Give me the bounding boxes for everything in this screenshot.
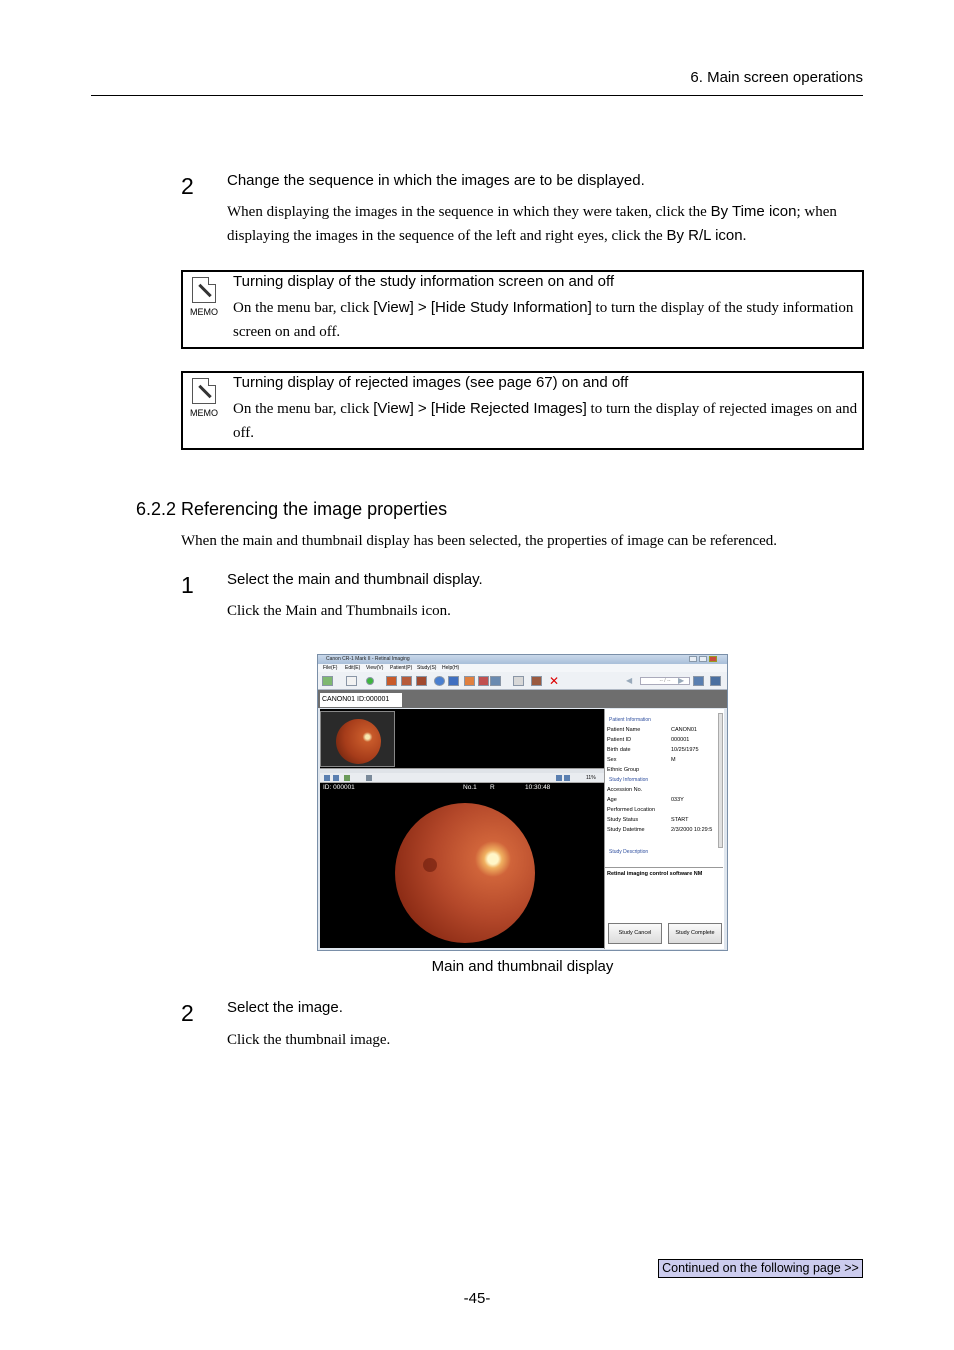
fit-icon[interactable] [324, 775, 330, 781]
study-description: Retinal imaging control software NM [607, 871, 703, 877]
running-header: 6. Main screen operations [690, 69, 863, 86]
section-intro: When the main and thumbnail display has been selected, the properties of image can be referenced. [181, 533, 778, 549]
settings-icon[interactable] [693, 676, 704, 686]
menu-path: [View] > [Hide Study Information] [373, 299, 592, 316]
step-body: Click the Main and Thumbnails icon. [227, 603, 451, 619]
figure-caption: Main and thumbnail display [431, 958, 614, 975]
memo-icon: MEMO [188, 277, 220, 317]
fundus-image [395, 803, 535, 943]
memo-body: On the menu bar, click [View] > [Hide Rejected Images] to turn the display of rejected images on and off. [233, 400, 858, 441]
section-heading: 6.2.2 Referencing the image properties [136, 499, 448, 519]
menu-study[interactable]: Study(S) [417, 665, 437, 671]
export-icon[interactable] [531, 676, 542, 686]
toolbar [318, 672, 727, 690]
study-cancel-button[interactable]: Study Cancel [608, 923, 662, 944]
menu-view[interactable]: View(V) [366, 665, 384, 671]
menu-file[interactable]: File(F) [323, 665, 338, 671]
image-prop-icon[interactable] [464, 676, 475, 686]
memo-icon: MEMO [188, 378, 220, 418]
memo-box [181, 371, 864, 450]
close-icon[interactable] [709, 656, 717, 662]
page-number: -45- [463, 1290, 491, 1307]
continued-notice: Continued on the following page >> [658, 1259, 863, 1278]
measure-icon[interactable] [344, 775, 350, 781]
rotate-icon[interactable] [366, 775, 372, 781]
delete-icon[interactable]: ✕ [549, 674, 560, 688]
next-arrow-icon[interactable]: ▶ [678, 676, 685, 685]
image-navigator[interactable]: -- / -- [640, 677, 690, 685]
image-number: No.1 [463, 784, 477, 791]
thumbnail-fundus [336, 719, 381, 764]
menu-path: [View] > [Hide Rejected Images] [373, 400, 587, 417]
menu-bar [318, 664, 727, 672]
by-time-icon[interactable] [434, 676, 445, 686]
thumbnail-image[interactable] [320, 711, 395, 767]
main-thumbnails-icon[interactable] [416, 676, 427, 686]
study-info-label: Study Information [609, 777, 649, 783]
window-titlebar: Canon CR-1 Mark II - Retinal Imaging [318, 655, 727, 664]
study-tab[interactable]: CANON01 ID:000001 [320, 693, 402, 707]
actual-size-icon[interactable] [333, 775, 339, 781]
memo-box [181, 270, 864, 349]
step-title: Select the image. [227, 999, 343, 1016]
prev-arrow-icon[interactable]: ◀ [626, 676, 633, 685]
minimize-icon[interactable] [689, 656, 697, 662]
patient-info-label: Patient Information [609, 717, 651, 723]
by-rl-icon[interactable] [448, 676, 459, 686]
new-study-icon[interactable] [322, 676, 333, 686]
step-number: 2 [181, 173, 194, 199]
step-number: 2 [181, 1000, 194, 1026]
image-time: 10:30:48 [525, 784, 551, 791]
thumbnails-view-icon[interactable] [401, 676, 412, 686]
study-info-panel: Patient Information Patient Name CANON01 Patient ID 000001 Birth date 10/25/1975 Sex M Ethnic Group Study Information Accession No. Age 033Y Performed Location Study Status START Study Datetime 2/3/2000 10:29:5 Study Description Retinal imaging control software NM Study Cancel Study Complete [604, 709, 724, 949]
close-study-icon[interactable] [346, 676, 357, 686]
step-body: When displaying the images in the sequence in which they were taken, click the By Time icon; when displaying the images in the sequence of the left and right eyes, click the By R/L icon. [227, 203, 837, 244]
exit-icon[interactable] [710, 676, 721, 686]
main-thumbnail-screenshot [317, 654, 728, 951]
image-eye: R [490, 784, 495, 791]
by-rl-icon-ref: By R/L icon [666, 227, 743, 244]
header-rule [91, 95, 863, 96]
zoom-in-icon[interactable] [556, 775, 562, 781]
step-number: 1 [181, 572, 194, 598]
menu-patient[interactable]: Patient(P) [390, 665, 413, 671]
menu-edit[interactable]: Edit(E) [345, 665, 361, 671]
menu-help[interactable]: Help(H) [442, 665, 460, 671]
maximize-icon[interactable] [699, 656, 707, 662]
print-icon[interactable] [513, 676, 524, 686]
memo-title: Turning display of the study information screen on and off [233, 273, 615, 290]
zoom-level: 11% [586, 775, 596, 781]
study-complete-button[interactable]: Study Complete [668, 923, 722, 944]
step-title: Change the sequence in which the images are to be displayed. [227, 172, 645, 189]
image-id: ID: 000001 [323, 784, 355, 791]
step-body: Click the thumbnail image. [227, 1032, 391, 1048]
capture-status-icon[interactable] [366, 677, 374, 685]
by-time-icon-ref: By Time icon [710, 203, 797, 220]
image-adjust-icon[interactable] [478, 676, 489, 686]
compare-icon[interactable] [490, 676, 501, 686]
image-toolbar [320, 773, 604, 783]
step-title: Select the main and thumbnail display. [227, 571, 483, 588]
main-image-view[interactable] [320, 783, 604, 948]
info-scrollbar[interactable] [718, 713, 723, 848]
main-view-icon[interactable] [386, 676, 397, 686]
memo-body: On the menu bar, click [View] > [Hide Study Information] to turn the display of the study information screen on and off. [233, 299, 854, 340]
memo-title: Turning display of rejected images (see page 67) on and off [233, 374, 629, 391]
study-description-label: Study Description [609, 849, 649, 855]
zoom-out-icon[interactable] [564, 775, 570, 781]
